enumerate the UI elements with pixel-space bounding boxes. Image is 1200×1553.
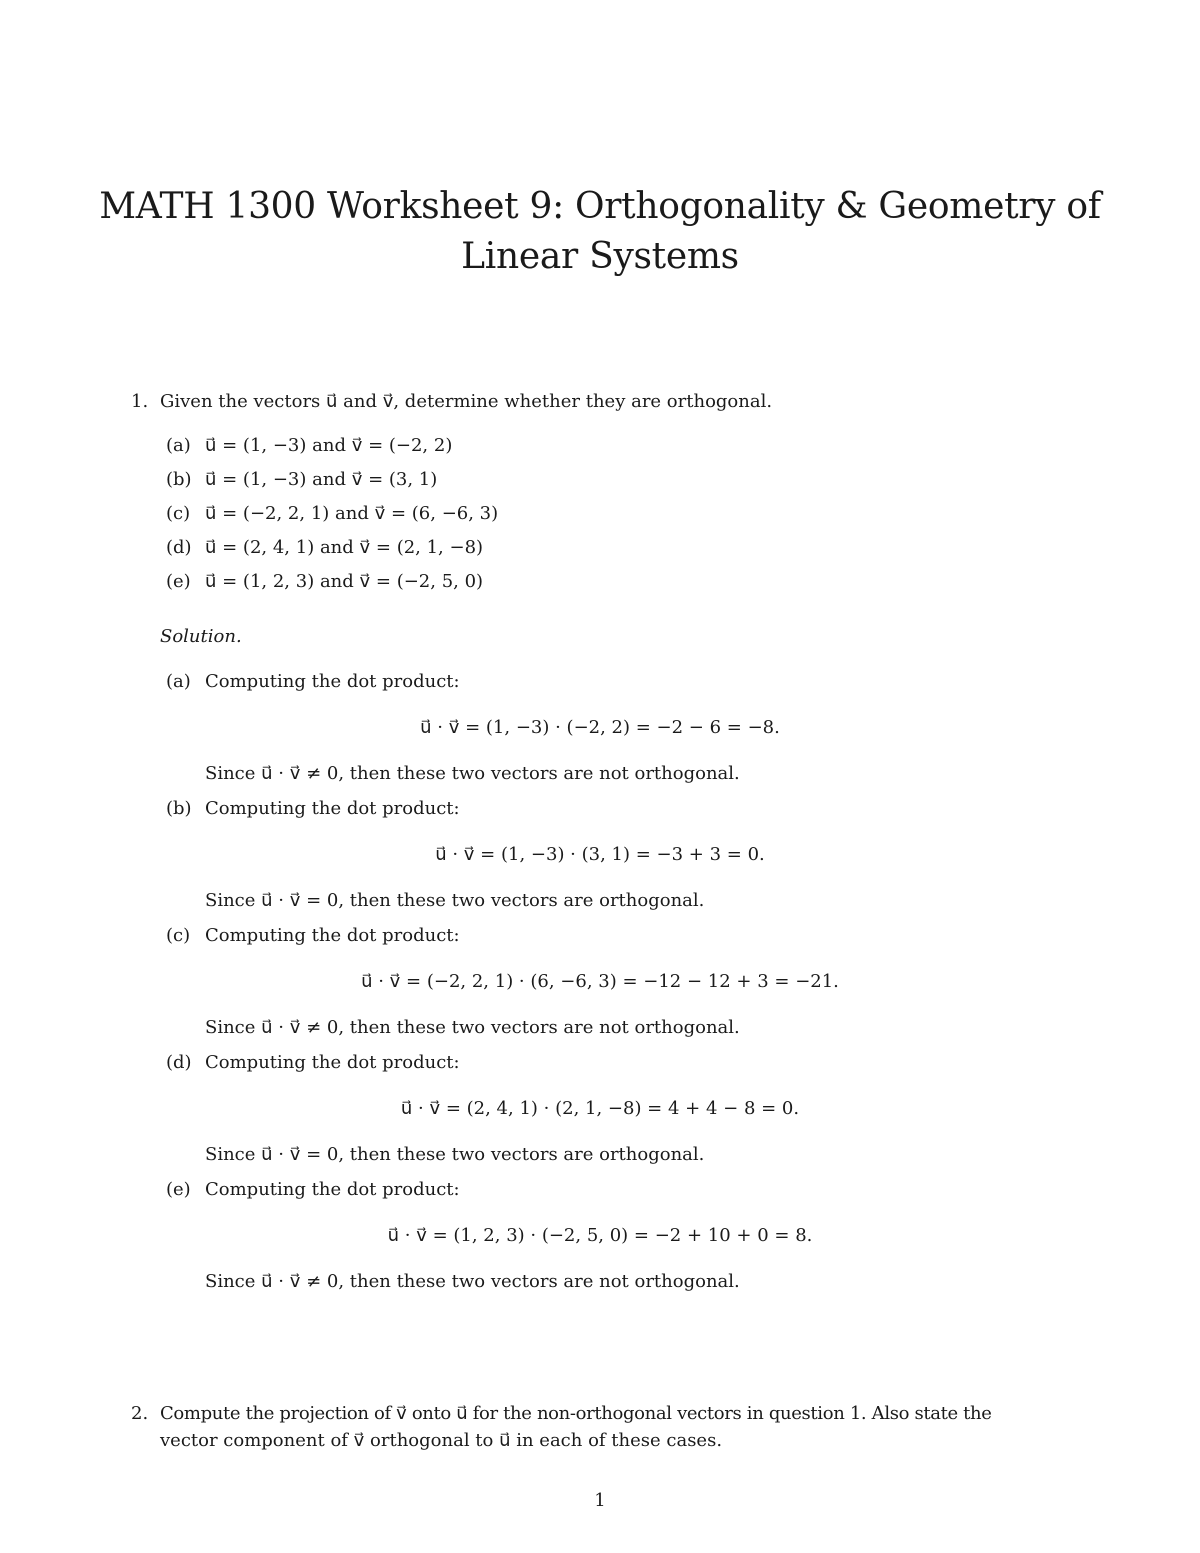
question-2-text-line-2: vector component of v⃗ orthogonal to u⃗ in each of these cases. [160,1430,723,1451]
page-title-line-1: MATH 1300 Worksheet 9: Orthogonality & Geometry of [99,186,1101,227]
part-label: (b) [166,469,192,490]
part-label: (c) [166,503,191,524]
question-1-number: 1. [131,391,149,412]
solution-conclusion: Since u⃗ · v⃗ = 0, then these two vectors are orthogonal. [205,890,705,911]
part-label: (e) [166,571,191,592]
solution-intro: Computing the dot product: [205,798,460,819]
part-text: u⃗ = (1, 2, 3) and v⃗ = (−2, 5, 0) [205,571,484,592]
solution-equation: u⃗ · v⃗ = (−2, 2, 1) · (6, −6, 3) = −12 − 12 + 3 = −21. [361,971,839,992]
part-label: (d) [166,537,192,558]
solution-intro: Computing the dot product: [205,925,460,946]
page-title-line-2: Linear Systems [461,236,739,277]
part-text: u⃗ = (1, −3) and v⃗ = (3, 1) [205,469,438,490]
solution-equation: u⃗ · v⃗ = (1, −3) · (−2, 2) = −2 − 6 = −8. [420,717,780,738]
solution-conclusion: Since u⃗ · v⃗ = 0, then these two vectors are orthogonal. [205,1144,705,1165]
solution-conclusion: Since u⃗ · v⃗ ≠ 0, then these two vectors are not orthogonal. [205,763,740,784]
question-2-number: 2. [131,1403,149,1424]
solution-conclusion: Since u⃗ · v⃗ ≠ 0, then these two vectors are not orthogonal. [205,1017,740,1038]
part-text: u⃗ = (1, −3) and v⃗ = (−2, 2) [205,435,453,456]
solution-intro: Computing the dot product: [205,1179,460,1200]
solution-label: (d) [166,1052,192,1073]
solution-equation: u⃗ · v⃗ = (2, 4, 1) · (2, 1, −8) = 4 + 4 − 8 = 0. [400,1098,800,1119]
part-text: u⃗ = (−2, 2, 1) and v⃗ = (6, −6, 3) [205,503,499,524]
solution-intro: Computing the dot product: [205,671,460,692]
solution-label: (c) [166,925,191,946]
part-text: u⃗ = (2, 4, 1) and v⃗ = (2, 1, −8) [205,537,484,558]
solution-conclusion: Since u⃗ · v⃗ ≠ 0, then these two vectors are not orthogonal. [205,1271,740,1292]
solution-label: (e) [166,1179,191,1200]
solution-label: (a) [166,671,191,692]
solution-intro: Computing the dot product: [205,1052,460,1073]
question-2-text-line-1: Compute the projection of v⃗ onto u⃗ for the non-orthogonal vectors in question 1. Also state the [160,1403,992,1424]
part-label: (a) [166,435,191,456]
solution-equation: u⃗ · v⃗ = (1, −3) · (3, 1) = −3 + 3 = 0. [435,844,765,865]
solution-heading: Solution. [160,626,242,647]
question-1-prompt: Given the vectors u⃗ and v⃗, determine whether they are orthogonal. [160,391,773,412]
solution-label: (b) [166,798,192,819]
page-number: 1 [594,1490,606,1511]
solution-equation: u⃗ · v⃗ = (1, 2, 3) · (−2, 5, 0) = −2 + 10 + 0 = 8. [387,1225,813,1246]
